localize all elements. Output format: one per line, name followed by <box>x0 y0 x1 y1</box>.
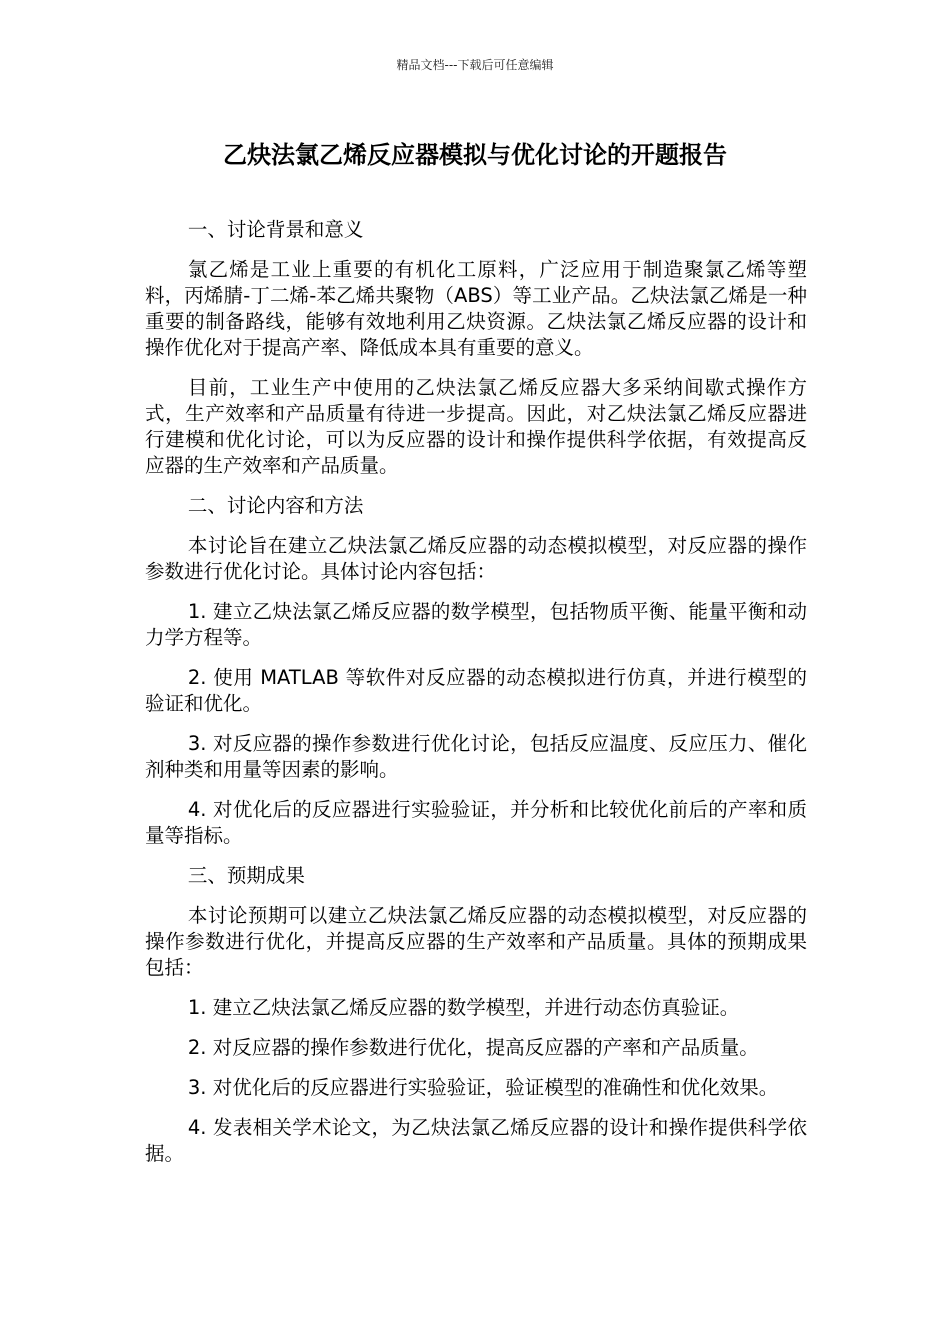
list-item: 3. 对优化后的反应器进行实验验证，验证模型的准确性和优化效果。 <box>187 1076 779 1099</box>
list-item: 2. 使用 MATLAB 等软件对反应器的动态模拟进行仿真，并进行模型的验证和优化。 <box>145 666 807 715</box>
list-item: 2. 对反应器的操作参数进行优化，提高反应器的产率和产品质量。 <box>187 1036 759 1059</box>
list-item: 4. 对优化后的反应器进行实验验证，并分析和比较优化前后的产率和质量等指标。 <box>145 798 807 847</box>
paragraph: 本讨论预期可以建立乙炔法氯乙烯反应器的动态模拟模型，对反应器的操作参数进行优化，并提高反应器的生产效率和产品质量。具体的预期成果包括： <box>145 904 807 979</box>
document-body <box>145 217 807 1181</box>
list-item: 4. 发表相关学术论文，为乙炔法氯乙烯反应器的设计和操作提供科学依据。 <box>145 1116 807 1165</box>
paragraph: 本讨论旨在建立乙炔法氯乙烯反应器的动态模拟模型，对反应器的操作参数进行优化讨论。具体讨论内容包括： <box>145 534 807 583</box>
document-title: 乙炔法氯乙烯反应器模拟与优化讨论的开题报告 <box>223 141 727 169</box>
paragraph: 目前，工业生产中使用的乙炔法氯乙烯反应器大多采纳间歇式操作方式，生产效率和产品质量有待进一步提高。因此，对乙炔法氯乙烯反应器进行建模和优化讨论，可以为反应器的设计和操作提供科学依据，有效提高反应器的生产效率和产品质量。 <box>145 376 807 477</box>
list-item: 1. 建立乙炔法氯乙烯反应器的数学模型，并进行动态仿真验证。 <box>187 996 740 1019</box>
section-heading-content-methods: 二、讨论内容和方法 <box>187 494 364 517</box>
list-item: 3. 对反应器的操作参数进行优化讨论，包括反应温度、反应压力、催化剂种类和用量等因素的影响。 <box>145 732 807 781</box>
section-heading-expected-results: 三、预期成果 <box>187 864 305 887</box>
list-item: 1. 建立乙炔法氯乙烯反应器的数学模型，包括物质平衡、能量平衡和动力学方程等。 <box>145 600 807 649</box>
paragraph: 氯乙烯是工业上重要的有机化工原料，广泛应用于制造聚氯乙烯等塑料，丙烯腈-丁二烯-苯乙烯共聚物（ABS）等工业产品。乙炔法氯乙烯是一种重要的制备路线，能够有效地利用乙炔资源。乙炔法氯乙烯反应器的设计和操作优化对于提高产率、降低成本具有重要的意义。 <box>145 258 807 359</box>
section-heading-background: 一、讨论背景和意义 <box>187 218 364 241</box>
page-header: 精品文档---下载后可任意编辑 <box>396 58 554 72</box>
